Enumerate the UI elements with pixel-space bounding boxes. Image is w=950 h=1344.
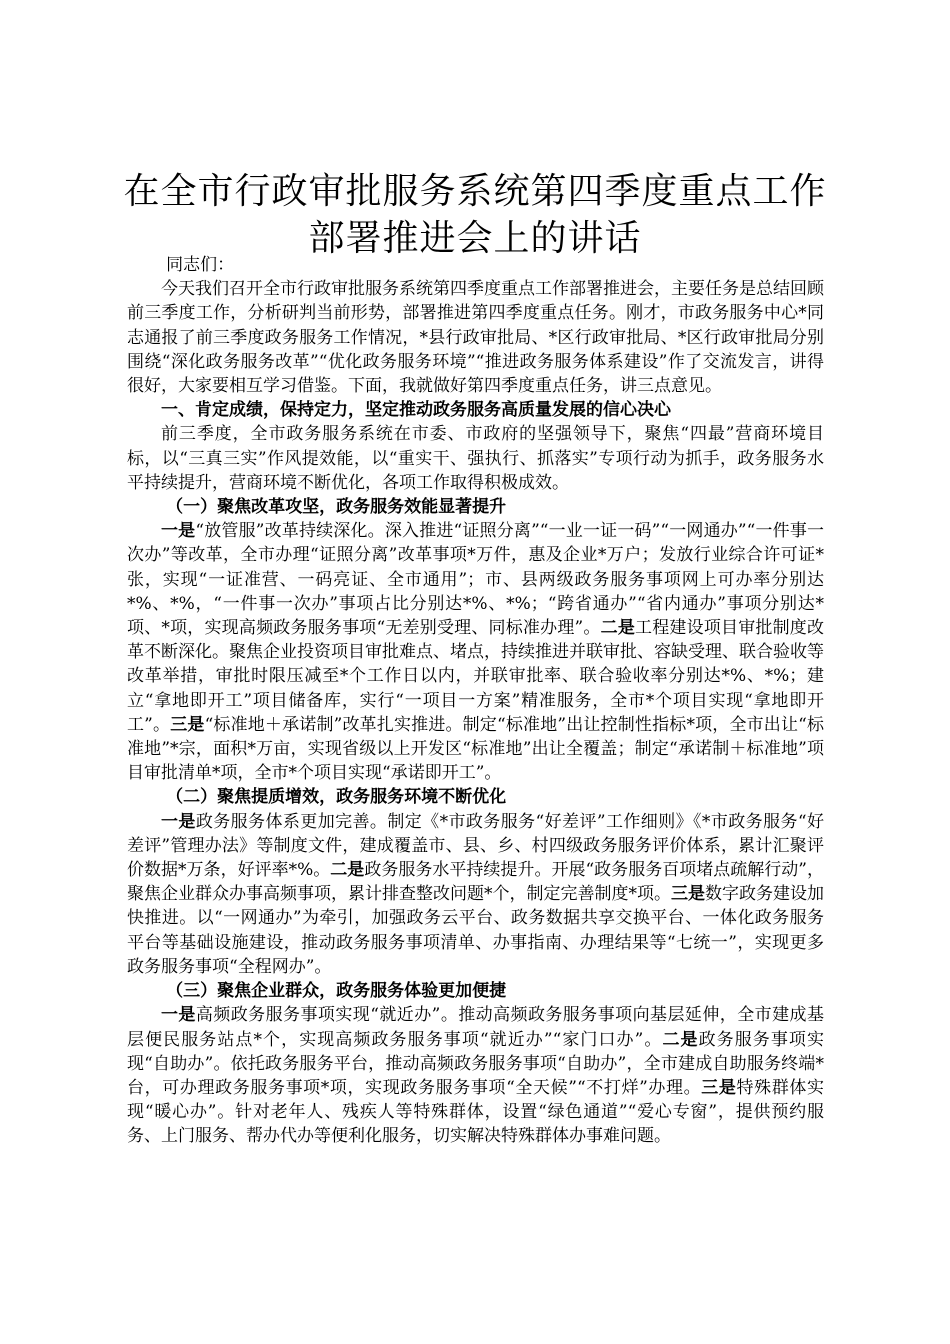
point-text: 政务服务体系更加完善。制定《*市政务服务“好差评”工作细则》《*市政务服务“好差评”管理办法》等制度文件，建成覆盖市、县、乡、村四级政务服务评价体系，累计汇聚评价数据*万条，好评率*%。: [127, 811, 825, 881]
point-lead: 二是: [662, 1029, 699, 1050]
point-text: 政务服务事项实现“自助办”。依托政务服务平台，推动高频政务服务事项“自助办”，全市建成自助服务终端*台，可办理政务服务事项*项，实现政务服务事项“全天候”“不打烊”办理。: [127, 1029, 824, 1098]
subsection-2-heading: （二）聚焦提质增效，政务服务环境不断优化: [166, 787, 507, 808]
point-text: 政务服务水平持续提升。开展“政务服务百项堵点疏解行动”，聚焦企业群众办事高频事项，累计排查整改问题*个，制定完善制度*项。: [127, 860, 825, 905]
point-lead: 二是: [600, 618, 636, 639]
subsection-3-heading: （三）聚焦企业群众，政务服务体验更加便捷: [166, 981, 507, 1002]
subsection-1-heading: （一）聚焦改革攻坚，政务服务效能显著提升: [166, 497, 507, 518]
intro-paragraph: 今天我们召开全市行政审批服务系统第四季度重点工作部署推进会，主要任务是总结回顾前三季度工作，分析研判当前形势，部署推进第四季度重点任务。刚才，市政务服务中心*同志通报了前三季度政务服务工作情况，*县行政审批局、*区行政审批局、*区行政审批局分别围绕“深化政务服务改革”“优化政务服务环境”“推进政务服务体系建设”作了交流发言，讲得很好，大家要相互学习借鉴。下面，我就做好第四季度重点任务，讲三点意见。: [127, 279, 824, 397]
point-text: 数字政务建设加快推进。以“一网通办”为牵引，加强政务云平台、政务数据共享交换平台、一体化政务服务平台等基础设施建设，推动政务服务事项清单、办事指南、办理结果等“七统一”，实现更多政务服务事项“全程网办”。: [127, 884, 824, 977]
document-title: 在全市行政审批服务系统第四季度重点工作部署推进会上的讲话: [123, 171, 827, 259]
point-lead: 二是: [330, 860, 365, 881]
point-lead: 三是: [701, 1077, 737, 1098]
point-text: 高频政务服务事项实现“就近办”。推动高频政务服务事项向基层延伸，全市建成基层便民服务站点*个，实现高频政务服务事项“就近办”“家门口办”。: [127, 1005, 824, 1050]
point-lead: 三是: [671, 884, 705, 905]
subsection-3-paragraph: [127, 1003, 824, 1148]
point-lead: 一是: [161, 1005, 196, 1026]
point-text: 特殊群体实现“暖心办”。针对老年人、残疾人等特殊群体，设置“绿色通道”“爱心专窗”，提供预约服务、上门服务、帮办代办等便利化服务，切实解决特殊群体办事难问题。: [127, 1077, 825, 1147]
subsection-2-paragraph: [127, 810, 824, 979]
point-text: “放管服”改革持续深化。深入推进“证照分离”“一业一证一码”“一网通办”“一件事一次办”等改革，全市办理“证照分离”改革事项*万件，惠及企业*万户；发放行业综合许可证*张，实现“一证准营、一码亮证、全市通用”；市、县两级政务服务事项网上可办率分别达*%、*%，“一件事一次办”事项占比分别达*%、*%；“跨省通办”“省内通办”事项分别达*项、*项，实现高频政务服务事项“无差别受理、同标准办理”。: [127, 521, 825, 639]
subsection-1-paragraph: [127, 519, 824, 785]
point-lead: 一是: [161, 521, 196, 542]
point-lead: 三是: [170, 714, 205, 735]
section-1-paragraph: 前三季度，全市政务服务系统在市委、市政府的坚强领导下，聚焦“四最”营商环境目标，以“三真三实”作风提效能，以“重实干、强执行、抓落实”专项行动为抓手，政务服务水平持续提升，营商环境不断优化，各项工作取得积极成效。: [127, 424, 824, 493]
point-text: 工程建设项目审批制度改革不断深化。聚焦企业投资项目审批难点、堵点，持续推进并联审批、容缺受理、联合验收等改革举措，审批时限压减至*个工作日以内，并联审批率、联合验收率分别达*%、*%；建立“拿地即开工”项目储备库，实行“一项目一方案”精准服务，全市*个项目实现“拿地即开工”。: [127, 618, 825, 735]
point-lead: 一是: [161, 811, 196, 832]
point-text: “标准地＋承诺制”改革扎实推进。制定“标准地”出让控制性指标*项，全市出让“标准地”*宗，面积*万亩，实现省级以上开发区“标准地”出让全覆盖；制定“承诺制＋标准地”项目审批清单*项，全市*个项目实现“承诺即开工”。: [127, 714, 825, 784]
document-body: [127, 253, 824, 1149]
section-1-heading: 一、肯定成绩，保持定力，坚定推动政务服务高质量发展的信心决心: [161, 400, 671, 421]
salutation: 同志们：: [166, 255, 235, 275]
